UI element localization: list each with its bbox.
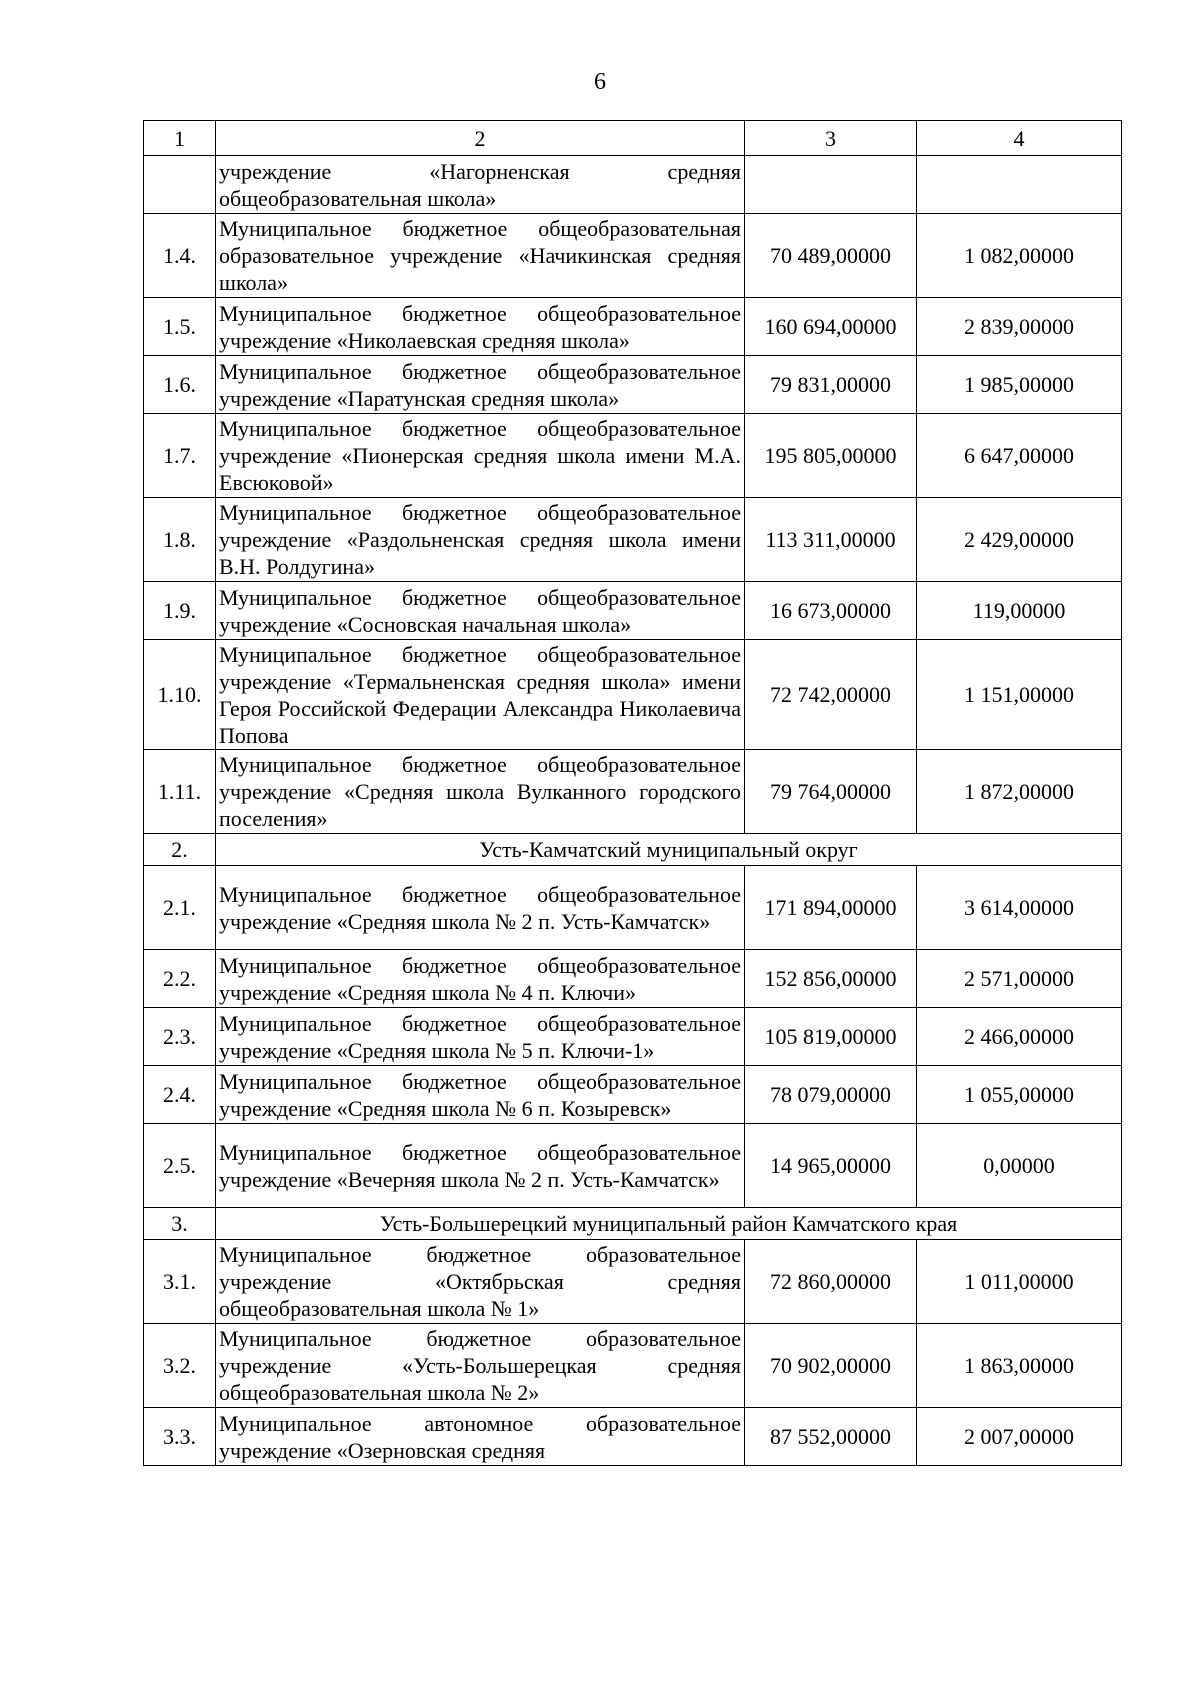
institution-name: Муниципальное бюджетное общеобразовательное учреждение «Пионерская средняя школа имени М.А. Евсюковой» <box>216 414 745 498</box>
amount-col-3: 105 819,00000 <box>745 1008 917 1066</box>
amount-col-4: 1 863,00000 <box>917 1324 1122 1408</box>
institution-name: учреждение «Нагорненская средняя общеобразовательная школа» <box>216 156 745 214</box>
amount-col-4: 2 466,00000 <box>917 1008 1122 1066</box>
table-row <box>144 1124 1122 1208</box>
table-row <box>144 866 1122 950</box>
row-number: 2.4. <box>144 1066 216 1124</box>
header-col-4: 4 <box>917 121 1122 156</box>
amount-col-4: 1 055,00000 <box>917 1066 1122 1124</box>
row-number: 3.2. <box>144 1324 216 1408</box>
row-number: 3. <box>144 1208 216 1240</box>
row-number: 2.3. <box>144 1008 216 1066</box>
institution-name: Муниципальное бюджетное общеобразовательное учреждение «Раздольненская средняя школа имени В.Н. Ролдугина» <box>216 498 745 582</box>
amount-col-3: 14 965,00000 <box>745 1124 917 1208</box>
table-row <box>144 498 1122 582</box>
row-number: 1.4. <box>144 214 216 298</box>
row-number: 1.9. <box>144 582 216 640</box>
amount-col-3: 87 552,00000 <box>745 1408 917 1466</box>
table-row <box>144 298 1122 356</box>
amount-col-4: 2 571,00000 <box>917 950 1122 1008</box>
section-row <box>144 1208 1122 1240</box>
amount-col-3: 171 894,00000 <box>745 866 917 950</box>
amount-col-4 <box>917 156 1122 214</box>
row-number <box>144 156 216 214</box>
table-header-row <box>144 121 1122 156</box>
page-number: 6 <box>594 69 606 95</box>
amount-col-4: 1 985,00000 <box>917 356 1122 414</box>
row-number: 1.8. <box>144 498 216 582</box>
table-row <box>144 156 1122 214</box>
table-row <box>144 414 1122 498</box>
row-number: 1.6. <box>144 356 216 414</box>
institution-name: Муниципальное бюджетное общеобразовательное учреждение «Средняя школа № 5 п. Ключи-1» <box>216 1008 745 1066</box>
amount-col-3: 72 860,00000 <box>745 1240 917 1324</box>
row-number: 3.1. <box>144 1240 216 1324</box>
amount-col-3 <box>745 156 917 214</box>
institution-name: Муниципальное бюджетное образовательное учреждение «Усть-Большерецкая средняя общеобразовательная школа № 2» <box>216 1324 745 1408</box>
amount-col-3: 16 673,00000 <box>745 582 917 640</box>
row-number: 1.10. <box>144 640 216 750</box>
institution-name: Муниципальное бюджетное общеобразовательное учреждение «Сосновская начальная школа» <box>216 582 745 640</box>
amount-col-4: 2 429,00000 <box>917 498 1122 582</box>
institution-name: Муниципальное бюджетное общеобразовательное учреждение «Николаевская средняя школа» <box>216 298 745 356</box>
amount-col-3: 79 764,00000 <box>745 750 917 834</box>
amount-col-4: 1 011,00000 <box>917 1240 1122 1324</box>
row-number: 1.5. <box>144 298 216 356</box>
institution-name: Муниципальное бюджетное общеобразовательное учреждение «Термальненская средняя школа» имени Героя Российской Федерации Александра Николаевича Попова <box>216 640 745 750</box>
funding-table <box>143 120 1122 1466</box>
amount-col-4: 2 007,00000 <box>917 1408 1122 1466</box>
amount-col-3: 195 805,00000 <box>745 414 917 498</box>
institution-name: Муниципальное бюджетное общеобразовательное учреждение «Средняя школа Вулканного городского поселения» <box>216 750 745 834</box>
institution-name: Муниципальное бюджетное общеобразовательное учреждение «Средняя школа № 4 п. Ключи» <box>216 950 745 1008</box>
row-number: 1.7. <box>144 414 216 498</box>
section-title: Усть-Камчатский муниципальный округ <box>216 834 1122 866</box>
amount-col-4: 1 082,00000 <box>917 214 1122 298</box>
table-row <box>144 214 1122 298</box>
institution-name: Муниципальное бюджетное образовательное учреждение «Октябрьская средняя общеобразовательная школа № 1» <box>216 1240 745 1324</box>
row-number: 2.1. <box>144 866 216 950</box>
table-row <box>144 1066 1122 1124</box>
row-number: 2.2. <box>144 950 216 1008</box>
table-row <box>144 1240 1122 1324</box>
amount-col-3: 79 831,00000 <box>745 356 917 414</box>
header-col-2: 2 <box>216 121 745 156</box>
amount-col-4: 0,00000 <box>917 1124 1122 1208</box>
row-number: 3.3. <box>144 1408 216 1466</box>
amount-col-3: 152 856,00000 <box>745 950 917 1008</box>
institution-name: Муниципальное бюджетное общеобразовательное учреждение «Вечерняя школа № 2 п. Усть-Камчатск» <box>216 1124 745 1208</box>
table-row <box>144 356 1122 414</box>
institution-name: Муниципальное бюджетное общеобразовательная образовательное учреждение «Начикинская средняя школа» <box>216 214 745 298</box>
amount-col-4: 119,00000 <box>917 582 1122 640</box>
amount-col-3: 72 742,00000 <box>745 640 917 750</box>
header-col-3: 3 <box>745 121 917 156</box>
institution-name: Муниципальное бюджетное общеобразовательное учреждение «Паратунская средняя школа» <box>216 356 745 414</box>
table-row <box>144 1324 1122 1408</box>
amount-col-3: 78 079,00000 <box>745 1066 917 1124</box>
amount-col-3: 70 902,00000 <box>745 1324 917 1408</box>
table-row <box>144 1408 1122 1466</box>
table-row <box>144 582 1122 640</box>
amount-col-3: 160 694,00000 <box>745 298 917 356</box>
row-number: 2.5. <box>144 1124 216 1208</box>
amount-col-3: 70 489,00000 <box>745 214 917 298</box>
amount-col-4: 3 614,00000 <box>917 866 1122 950</box>
amount-col-4: 6 647,00000 <box>917 414 1122 498</box>
table-row <box>144 1008 1122 1066</box>
institution-name: Муниципальное бюджетное общеобразовательное учреждение «Средняя школа № 2 п. Усть-Камчатск» <box>216 866 745 950</box>
row-number: 2. <box>144 834 216 866</box>
amount-col-4: 1 872,00000 <box>917 750 1122 834</box>
table-row <box>144 640 1122 750</box>
institution-name: Муниципальное автономное образовательное учреждение «Озерновская средняя <box>216 1408 745 1466</box>
amount-col-4: 1 151,00000 <box>917 640 1122 750</box>
table-row <box>144 950 1122 1008</box>
section-title: Усть-Большерецкий муниципальный район Камчатского края <box>216 1208 1122 1240</box>
section-row <box>144 834 1122 866</box>
amount-col-4: 2 839,00000 <box>917 298 1122 356</box>
institution-name: Муниципальное бюджетное общеобразовательное учреждение «Средняя школа № 6 п. Козыревск» <box>216 1066 745 1124</box>
table-row <box>144 750 1122 834</box>
table-body <box>144 121 1122 1466</box>
header-col-1: 1 <box>144 121 216 156</box>
row-number: 1.11. <box>144 750 216 834</box>
amount-col-3: 113 311,00000 <box>745 498 917 582</box>
